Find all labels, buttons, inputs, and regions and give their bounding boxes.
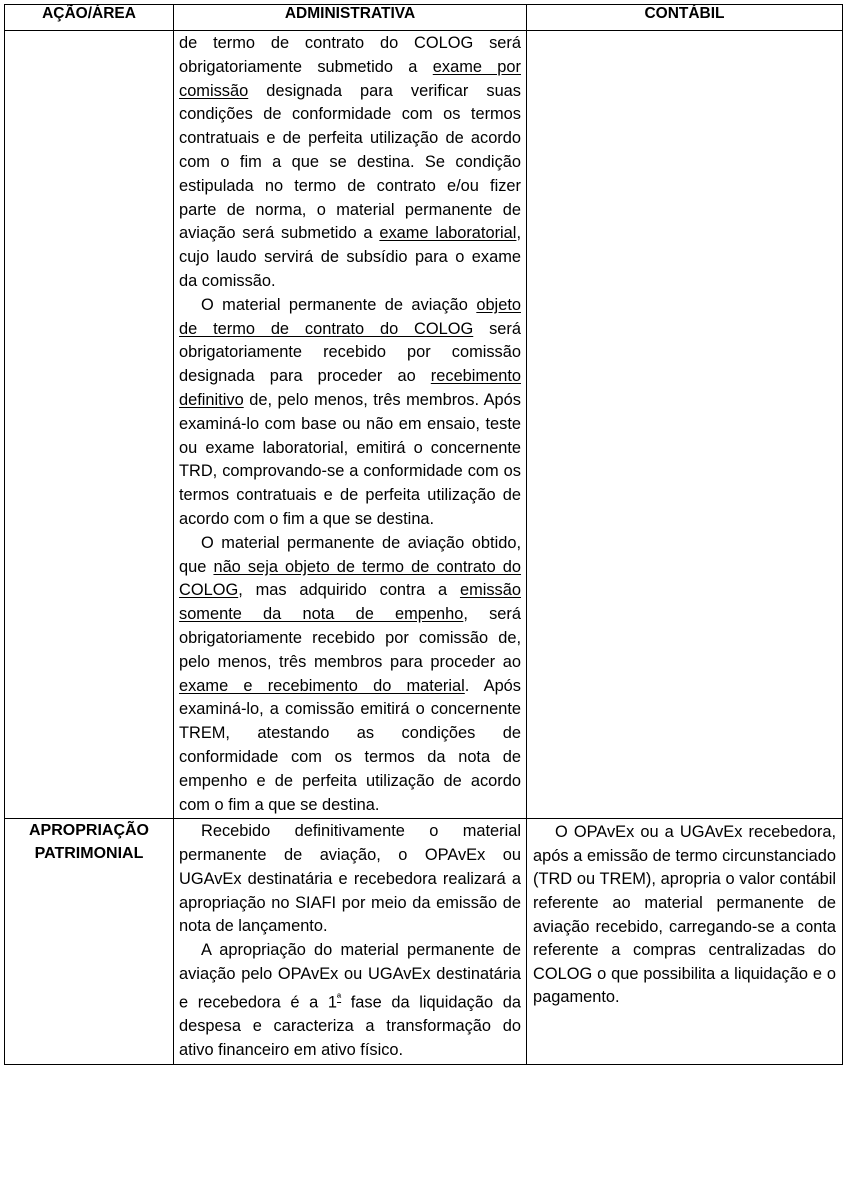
text-run: , cujo laudo servirá de subsídio para o exame da comissão. xyxy=(179,224,521,290)
text-run: A apropriação do material permanente de aviação pelo OPAvEx ou UGAvEx destinatária e recebedora é a 1 xyxy=(179,941,521,1012)
row2-contabil-cell xyxy=(527,819,843,1064)
text-run: . Após examiná-lo, a comissão emitirá o concernente TREM, atestando as condições de conformidade com os termos da nota de empenho e de perfeita utilização de acordo com o fim a que se destina. xyxy=(179,676,521,814)
row1-administrativa-cell xyxy=(174,31,527,819)
area-label-line1: APROPRIAÇÃO xyxy=(28,822,149,840)
underlined-text: exame e recebimento do material xyxy=(179,676,465,695)
text-run: será obrigatoriamente recebido por comissão designada para proceder ao xyxy=(179,319,521,386)
paragraph xyxy=(179,532,521,818)
text-run: , será obrigatoriamente recebido por comissão de, pelo menos, três membros para proceder ao xyxy=(179,605,521,671)
table-row xyxy=(5,819,843,1064)
underlined-text: objeto de termo de contrato do COLOG xyxy=(179,295,521,338)
underlined-text: não seja objeto de termo de contrato do COLOG xyxy=(179,557,522,600)
header-administrativa: ADMINISTRATIVA xyxy=(174,5,527,31)
underlined-text: exame por comissão xyxy=(179,57,521,100)
text-run: fase da liquidação da despesa e caracteriza a transformação do ativo financeiro em ativo físico. xyxy=(179,993,521,1059)
paragraph xyxy=(179,939,521,1062)
row2-area-cell xyxy=(5,819,174,1064)
underlined-text: recebimento definitivo xyxy=(179,367,521,409)
text-run: O material permanente de aviação xyxy=(201,295,477,314)
superscript-ordinal: ª xyxy=(337,991,342,1004)
area-label-line2: PATRIMONIAL xyxy=(34,845,144,863)
paragraph xyxy=(179,32,521,294)
row2-contabil-text: O OPAvEx ou a UGAvEx recebedora, após a emissão de termo circunstanciado (TRD ou TREM), apropria o valor contábil referente ao material permanente de aviação recebido, carregando-se a conta referente a compras centralizadas do COLOG o que possibilita a liquidação e o pagamento. xyxy=(533,823,836,1007)
header-acao-area: AÇÃO/ÁREA xyxy=(5,5,174,31)
underlined-text: exame laboratorial xyxy=(379,224,517,243)
row2-administrativa-text xyxy=(174,819,526,1063)
text-run: , mas adquirido contra a xyxy=(238,581,460,600)
underlined-text: emissão somente da nota de empenho xyxy=(179,581,521,624)
row1-area-cell xyxy=(5,31,174,819)
header-contabil: CONTÁBIL xyxy=(527,5,843,31)
paragraph xyxy=(179,294,521,532)
row1-contabil-cell xyxy=(527,31,843,819)
procedures-table xyxy=(4,4,843,1065)
paragraph: Recebido definitivamente o material permanente de aviação, o OPAvEx ou UGAvEx destinatária e recebedora realizará a apropriação no SIAFI por meio da emissão de nota de lançamento. xyxy=(179,822,521,936)
row2-administrativa-cell xyxy=(174,819,527,1064)
row1-administrativa-text xyxy=(174,31,526,818)
table-row xyxy=(5,31,843,819)
table-header-row xyxy=(5,5,843,31)
text-run: designada para verificar suas condições de conformidade com os termos contratuais e de perfeita utilização de acordo com o fim a que se destina. Se condição estipulada no termo de contrato e/ou fizer parte de norma, o material permanente de aviação será submetido a xyxy=(179,81,521,243)
text-run: de, pelo menos, três membros. Após examiná-lo com base ou não em ensaio, teste ou exame laboratorial, emitirá o concernente TRD, comprovando-se a conformidade com os termos contratuais e de perfeita utilização de acordo com o fim a que se destina. xyxy=(179,390,521,528)
text-run: O material permanente de aviação obtido, que xyxy=(179,533,521,576)
text-run: de termo de contrato do COLOG será obrigatoriamente submetido a xyxy=(179,34,521,76)
